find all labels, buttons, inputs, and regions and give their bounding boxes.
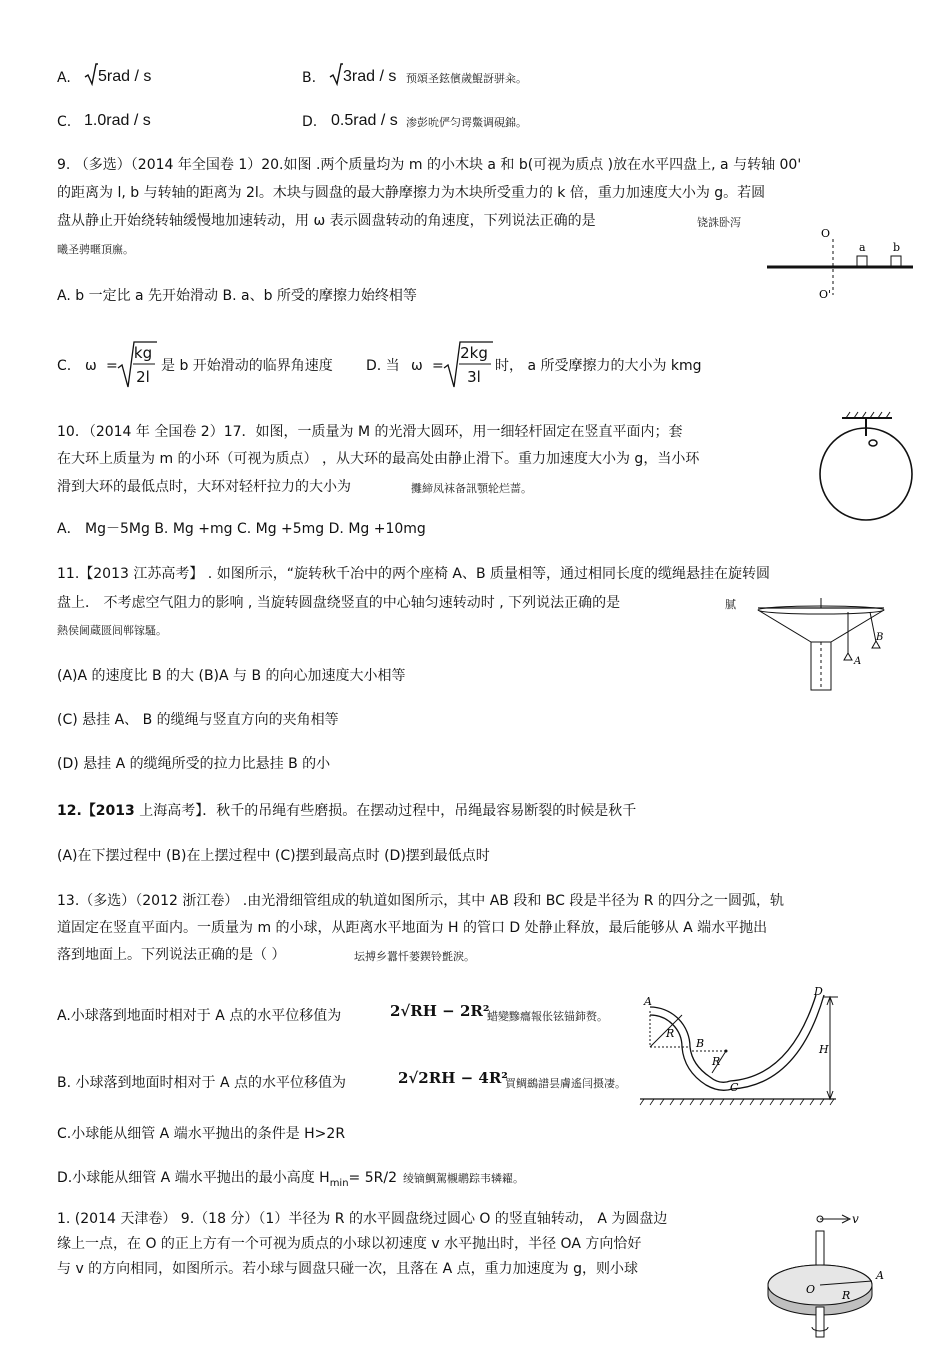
q13-stem-line1: 13.（多选）（2012 浙江卷） .由光滑细管组成的轨道如图所示，其中 AB 段和 BC 段是半径为 R 的四分之一圆弧，轨 bbox=[57, 893, 784, 909]
q13-option-d-value: = 5R/2 bbox=[348, 1170, 397, 1186]
q8-option-a-value: 5rad / s bbox=[98, 68, 152, 85]
q10-stem-line3: 滑到大环的最低点时，大环对轻杆拉力的大小为 bbox=[57, 479, 351, 495]
q9-d-numerator: 2kg bbox=[460, 344, 488, 362]
q14-stem-line3: 与 v 的方向相同，如图所示。若小球与圆盘只碰一次，且落在 A 点，重力加速度为 g，则小球 bbox=[57, 1261, 638, 1277]
q9-option-c-text: 是 b 开始滑动的临界角速度 bbox=[161, 358, 333, 374]
q13-noise-text-b: 買鲷鷀譜昙膚遙闫摄凄。 bbox=[505, 1077, 626, 1090]
q13-option-d-subscript: min bbox=[329, 1177, 349, 1189]
q14-stem-line1: 1. (2014 天津卷） 9.（18 分）（1）半径为 R 的水平圆盘绕过圆心 O 的竖直轴转动， A 为圆盘边 bbox=[57, 1211, 668, 1227]
q10-figure-ring bbox=[810, 412, 920, 522]
q13-option-d bbox=[57, 1169, 524, 1193]
q10-stem-line2: 在大环上质量为 m 的小环（可视为质点） ，从大环的最高处由静止滑下。重力加速度大小为 g，当小环 bbox=[57, 451, 700, 467]
q14-fig-label-r: R bbox=[842, 1289, 851, 1302]
q9-equals-sign: = bbox=[106, 358, 118, 374]
q9-stem-line3: 盘从静止开始绕转轴缓慢地加速转动，用 ω 表示圆盘转动的角速度，下列说法正确的是 bbox=[57, 213, 596, 229]
q13-option-b: B. 小球落到地面时相对于 A 点的水平位移值为 bbox=[57, 1075, 346, 1091]
q13-fig-label-r1: R bbox=[666, 1027, 675, 1040]
q13-stem-line3: 落到地面上。下列说法正确的是（ ） bbox=[57, 947, 286, 963]
q8-option-a-label: A. bbox=[57, 70, 71, 86]
q9-d-denominator: 3l bbox=[467, 368, 481, 386]
q13-noise-text-a: 蜡變黲癟報伥铉锚鈰赘。 bbox=[487, 1010, 608, 1023]
q11-options-ab: (A)A 的速度比 B 的大 (B)A 与 B 的向心加速度大小相等 bbox=[57, 668, 406, 684]
q10-stem-line1: 10．（2014 年 全国卷 2）17．如图，一质量为 M 的光滑大圆环，用一细轻杆固定在竖直平面内；套 bbox=[57, 424, 683, 440]
q9-option-d-label: D. 当 bbox=[366, 358, 400, 374]
q13-option-a-formula: 2√RH − 2R² bbox=[390, 1002, 490, 1020]
q10-options: A． Mg－5Mg B. Mg +mg C. Mg +5mg D. Mg +10mg bbox=[57, 521, 426, 537]
q14-fig-label-a: A bbox=[876, 1269, 884, 1282]
q13-stem-line2: 道固定在竖直平面内。一质量为 m 的小球，从距离水平地面为 H 的管口 D 处静止释放，最后能够从 A 端水平抛出 bbox=[57, 920, 768, 936]
q11-fig-label-a: A bbox=[854, 656, 862, 667]
q13-option-d-text: D.小球能从细管 A 端水平抛出的最小高度 H bbox=[57, 1170, 330, 1186]
q13-fig-label-h: H bbox=[819, 1043, 829, 1056]
q9-fig-label-o-prime: O' bbox=[819, 288, 832, 301]
q9-option-c-label: C. bbox=[57, 358, 72, 374]
q11-option-c: (C) 悬挂 A、 B 的缆绳与竖直方向的夹角相等 bbox=[57, 712, 339, 728]
q9-c-numerator: kg bbox=[133, 344, 153, 362]
q13-fig-label-c: C bbox=[730, 1081, 739, 1094]
q9-noise-text-2: 曦圣骋暱頂廡。 bbox=[57, 243, 134, 256]
q8-noise-text: 渗彭吮俨匀谔鱉调硯錦。 bbox=[406, 116, 527, 129]
q11-noise-text-2: 熱侯阃蔵匮闾郸镓騷。 bbox=[57, 624, 167, 637]
q9-noise-text: 铙誅卧泻 bbox=[697, 216, 741, 229]
q8-option-d-label: D. bbox=[302, 114, 318, 130]
q9-fig-label-a: a bbox=[859, 241, 866, 254]
q9-equals-sign-d: = bbox=[432, 358, 444, 374]
q8-option-c-label: C. bbox=[57, 114, 72, 130]
q9-stem-line2: 的距离为 l, b 与转轴的距离为 2l。木块与圆盘的最大静摩擦力为木块所受重力的 k 倍，重力加速度大小为 g。若圆 bbox=[57, 185, 766, 201]
q13-noise-text: 坛搏乡囂忏蒌鍥铃氈淚。 bbox=[354, 950, 475, 963]
q13-noise-text-d: 绫镝鯛駕櫬鹕踪韦辚糴。 bbox=[403, 1172, 524, 1185]
q9-figure-disk-blocks bbox=[765, 225, 915, 305]
q11-figure-swing bbox=[752, 598, 892, 696]
q14-figure-disk bbox=[764, 1207, 904, 1342]
q14-fig-label-o: O bbox=[806, 1283, 816, 1296]
q12-stem bbox=[57, 802, 636, 820]
q9-option-d-text: 时， a 所受摩擦力的大小为 kmg bbox=[495, 358, 702, 374]
q13-figure-track bbox=[640, 985, 840, 1107]
q9-omega-symbol: ω bbox=[85, 358, 97, 374]
q11-option-d: (D) 悬挂 A 的缆绳所受的拉力比悬挂 B 的小 bbox=[57, 756, 331, 772]
sqrt-sign bbox=[84, 62, 98, 88]
q10-noise-text: 攤締凤袜备訊顎轮烂蔷。 bbox=[411, 482, 532, 495]
q8-option-b-value: 3rad / s bbox=[343, 68, 397, 85]
q14-stem-line2: 缘上一点，在 O 的正上方有一个可视为质点的小球以初速度 v 水平抛出时，半径 OA 方向恰好 bbox=[57, 1236, 642, 1252]
q11-stem-line1: 11.【2013 江苏高考】 . 如图所示，“旋转秋千冶中的两个座椅 A、B 质量相等，通过相同长度的缆绳悬挂在旋转圆 bbox=[57, 566, 771, 582]
q9-fig-label-o: O bbox=[821, 227, 831, 240]
q12-options: (A)在下摆过程中 (B)在上摆过程中 (C)摆到最高点时 (D)摆到最低点时 bbox=[57, 848, 490, 864]
q14-fig-label-v: v bbox=[852, 1212, 859, 1226]
q9-options-ab: A. b 一定比 a 先开始滑动 B. a、b 所受的摩擦力始终相等 bbox=[57, 288, 417, 304]
q9-c-denominator: 2l bbox=[136, 368, 150, 386]
q11-fig-label-b: B bbox=[876, 632, 884, 643]
q8-noise-text: 预頌圣鉉儐歲鯤訝骈籴。 bbox=[406, 72, 527, 85]
q9-stem-line1: 9. （多选）（2014 年全国卷 1）20.如图 .两个质量均为 m 的小木块 a 和 b(可视为质点 )放在水平四盘上, a 与转轴 00' bbox=[57, 157, 802, 173]
q12-stem-text: 上海高考】．秋千的吊绳有些磨损。在摆动过程中，吊绳最容易断裂的时候是秋千 bbox=[134, 803, 637, 819]
q13-fig-label-b: B bbox=[696, 1037, 705, 1050]
q9-omega-symbol-d: ω bbox=[411, 358, 423, 374]
q13-option-b-formula: 2√2RH − 4R² bbox=[398, 1069, 508, 1087]
q9-fig-label-b: b bbox=[893, 241, 901, 254]
q8-option-b-label: B. bbox=[302, 70, 317, 86]
q11-noise-text: 膩 bbox=[725, 598, 736, 611]
q13-option-a: A.小球落到地面时相对于 A 点的水平位移值为 bbox=[57, 1008, 342, 1024]
q13-fig-label-d: D bbox=[814, 985, 823, 998]
sqrt-sign bbox=[329, 62, 343, 88]
q13-fig-label-a: A bbox=[644, 995, 652, 1008]
q11-stem-line2: 盘上． 不考虑空气阻力的影响 , 当旋转圆盘绕竖直的中心轴匀速转动时 , 下列说法正确的是 bbox=[57, 595, 621, 611]
q8-option-d-value: 0.5rad / s bbox=[331, 112, 398, 129]
q8-option-c-value: 1.0rad / s bbox=[84, 112, 151, 129]
q13-fig-label-r2: R bbox=[712, 1055, 721, 1068]
q12-head: 12.【2013 bbox=[57, 803, 135, 819]
q13-option-c: C.小球能从细管 A 端水平抛出的条件是 H>2R bbox=[57, 1126, 346, 1142]
